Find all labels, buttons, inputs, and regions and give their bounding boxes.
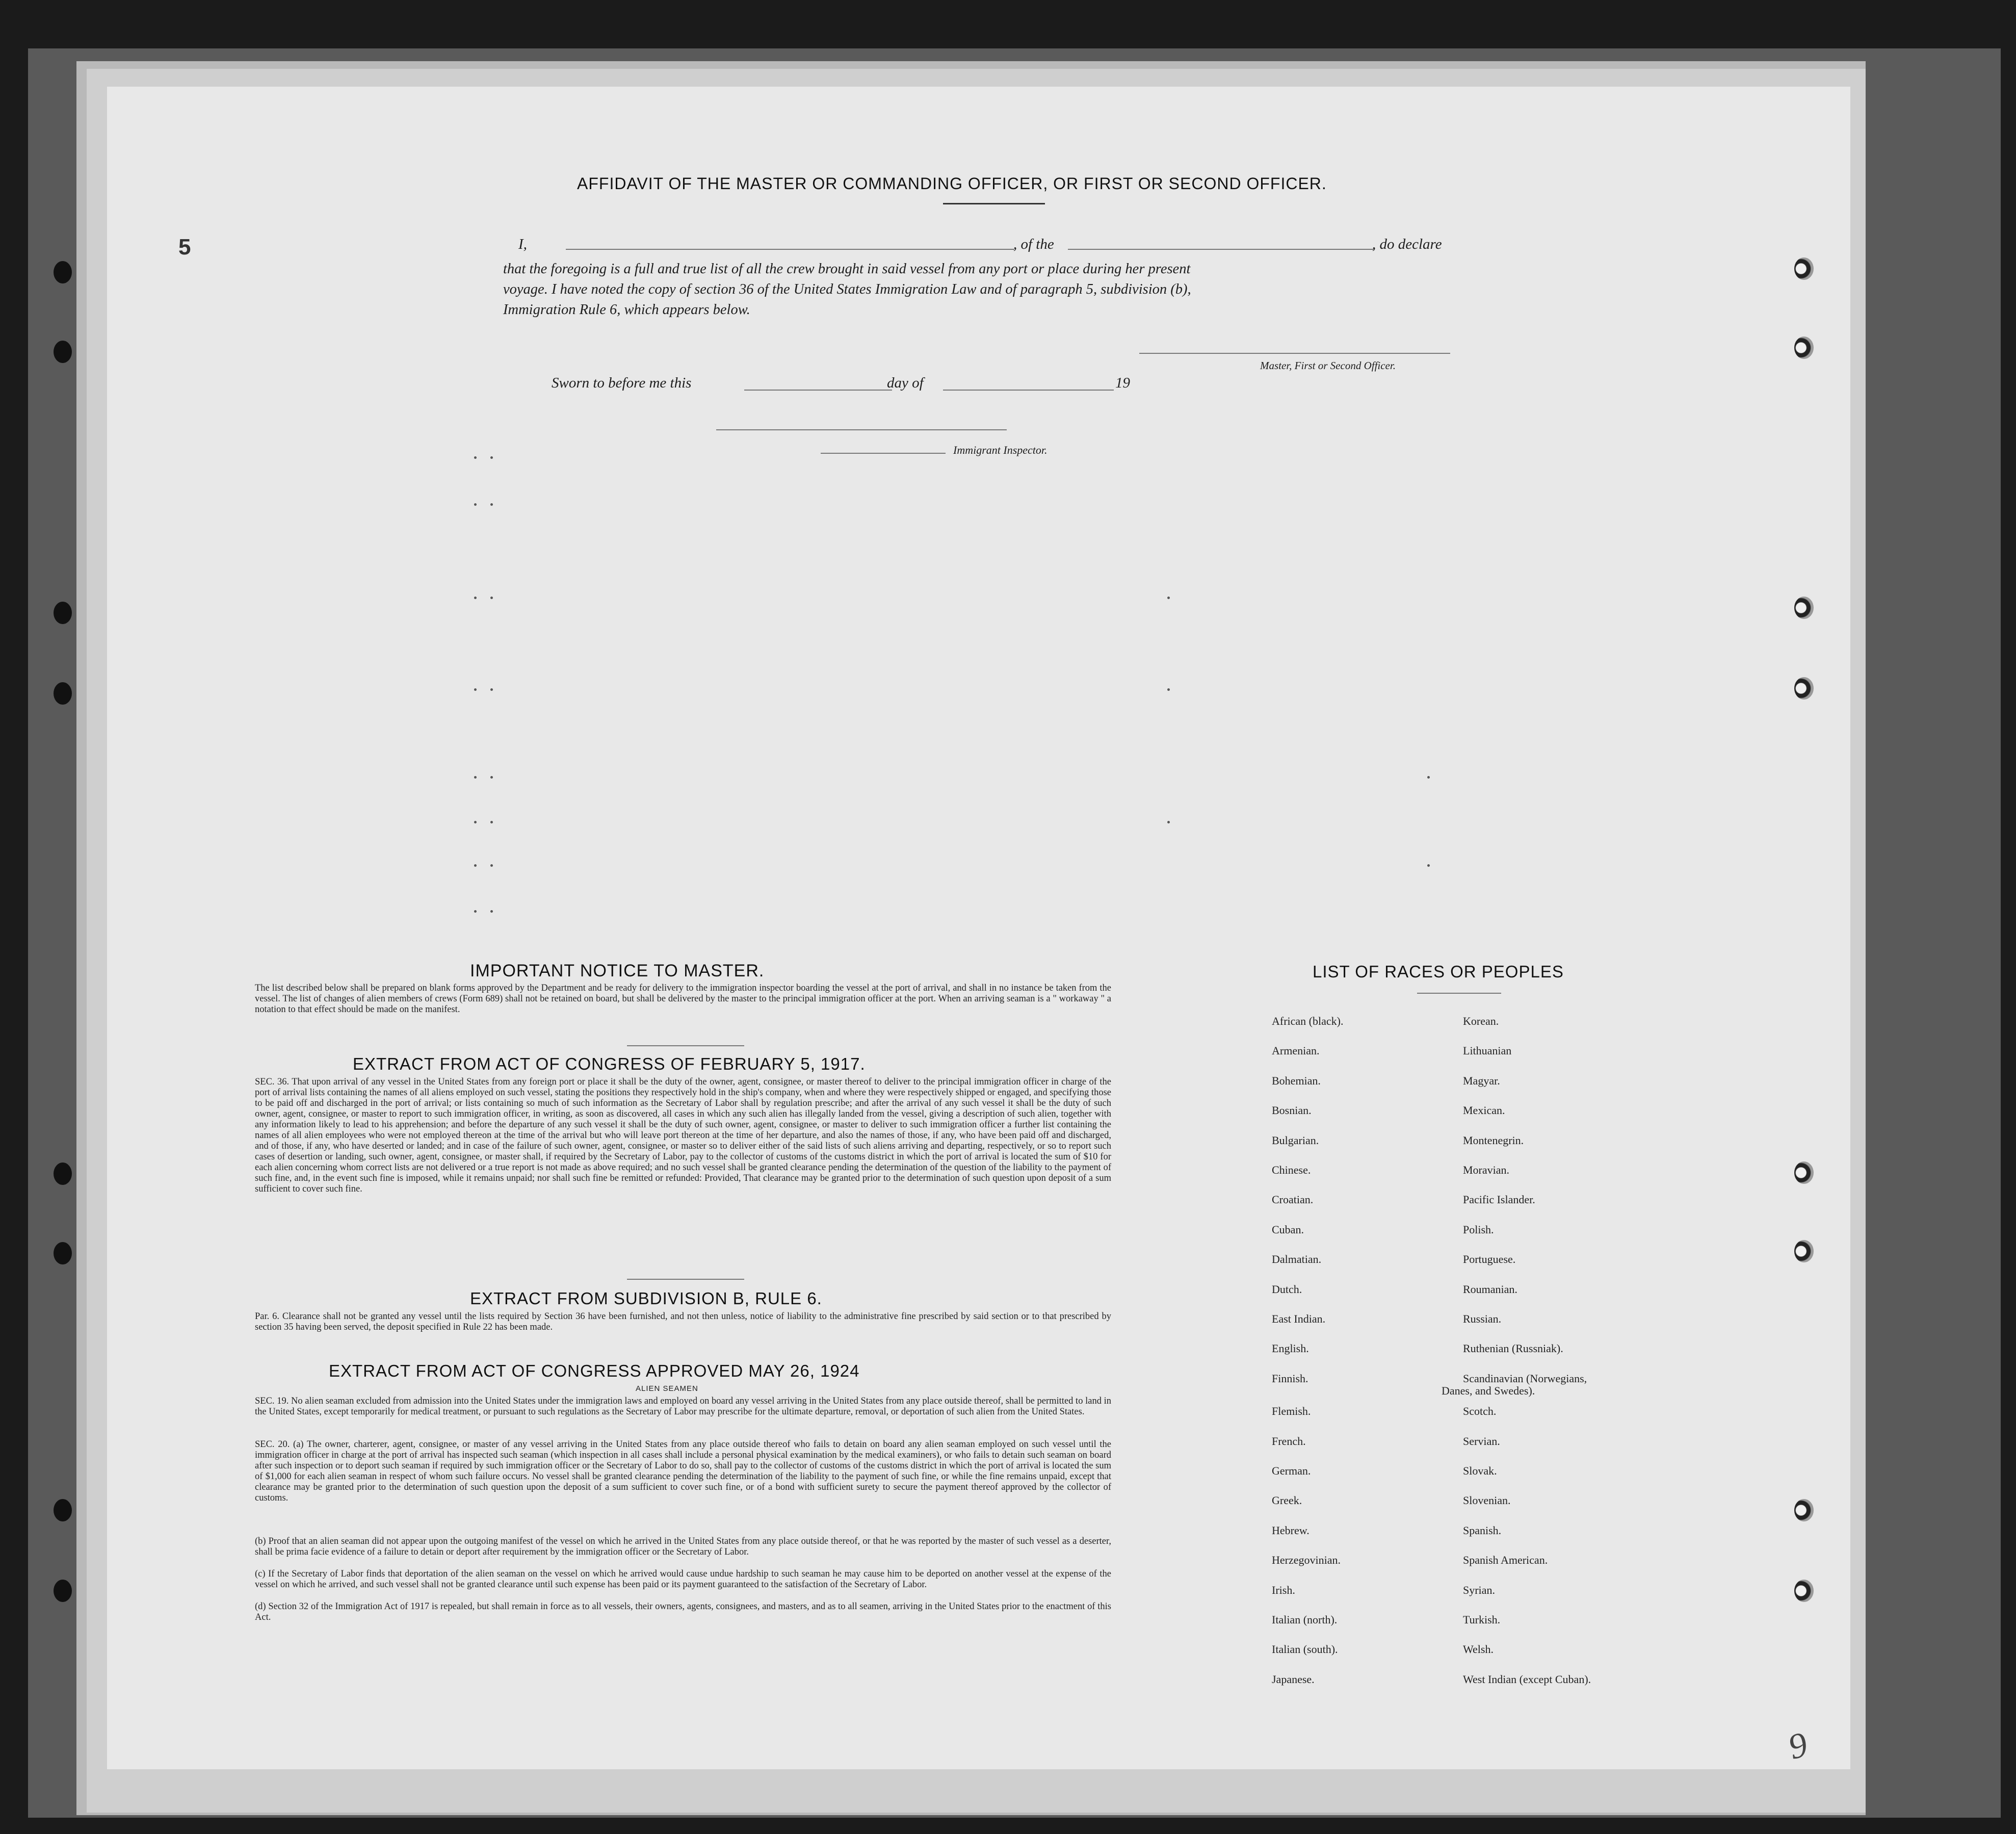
notice-text: The list described below shall be prepared on blank forms approved by the Department and be ready for delivery to the immigration inspector boarding the vessel at the port of arrival, and shall in no instance be taken from the vessel. The list of changes of alien members of crews (Form 689) shall not be retained on board, but shall be delivered by the master to the principal immigration officer at the port. When an arriving seaman is a " workaway " a notation to that effect should be made on the manifest.	[255, 983, 1111, 1015]
binder-hole	[54, 1580, 72, 1602]
sec20a-text: SEC. 20. (a) The owner, charterer, agent, consignee, or master of any vessel arriving in the United States from any place outside thereof who fails to detain on board any alien seaman employed on such vessel until the immigration officer in charge at the port of arrival has inspected such seaman (which inspection in all cases shall include a personal physical examination by the medical examiners), or who fails to detain such seaman on board after such inspection or to deport such seaman if required by such immigration officer or the Secretary of Labor to do so, shall pay to the collector of customs of the customs district in which the port of arrival is located the sum of $1,000 for each alien seaman in respect of whom such failure occurs. No vessel shall be granted clearance pending the determination of the liability to the payment of such fine, or while the fine remains unpaid, except that clearance may be granted prior to the determination of such question upon the deposit of a sum sufficient to cover such fine, or of a bond with sufficient surety to secure the payment thereof approved by the collector of customs.	[255, 1439, 1111, 1503]
race-item: German.	[1272, 1464, 1311, 1477]
affidavit-text-line: Immigration Rule 6, which appears below.	[503, 302, 750, 318]
race-item: Roumanian.	[1463, 1282, 1517, 1296]
race-item: Dalmatian.	[1272, 1253, 1322, 1266]
day-of-text: day of	[887, 375, 924, 391]
ink-speck	[490, 688, 493, 691]
race-item: Hebrew.	[1272, 1523, 1310, 1537]
binder-hole	[54, 602, 72, 624]
ink-speck	[474, 503, 477, 506]
race-item: Turkish.	[1463, 1613, 1501, 1626]
divider	[943, 203, 1045, 204]
ink-speck	[474, 910, 477, 913]
page-hole	[1794, 597, 1814, 619]
race-item: Greek.	[1272, 1494, 1302, 1507]
race-item: Spanish.	[1463, 1523, 1502, 1537]
page-hole	[1794, 1580, 1814, 1602]
race-item: Spanish American.	[1463, 1554, 1548, 1567]
race-item: Pacific Islander.	[1463, 1193, 1535, 1206]
affidavit-i: I,	[518, 236, 527, 252]
race-item: Bohemian.	[1272, 1074, 1321, 1087]
race-item: English.	[1272, 1342, 1309, 1355]
race-item: Bosnian.	[1272, 1104, 1312, 1117]
extract-1917-title: EXTRACT FROM ACT OF CONGRESS OF FEBRUARY 5, 1917.	[353, 1054, 866, 1073]
affidavit-of-the: , of the	[1013, 236, 1054, 252]
binder-hole	[54, 261, 72, 283]
affidavit-title: AFFIDAVIT OF THE MASTER OR COMMANDING OFFICER, OR FIRST OR SECOND OFFICER.	[577, 174, 1327, 193]
race-item: Montenegrin.	[1463, 1133, 1524, 1147]
ink-speck	[474, 821, 477, 823]
affidavit-declare: , do declare	[1372, 236, 1442, 252]
binder-hole	[54, 341, 72, 363]
ink-speck	[474, 688, 477, 691]
ink-speck	[1427, 864, 1430, 867]
binder-hole	[54, 1242, 72, 1264]
blank-line	[716, 429, 1007, 430]
year-text: 19	[1115, 375, 1130, 391]
inspector-label: Immigrant Inspector.	[953, 444, 1048, 456]
divider	[627, 1279, 744, 1280]
extract-1917-text: SEC. 36. That upon arrival of any vessel in the United States from any foreign port or place it shall be the duty of the owner, agent, consignee, or master thereof to deliver to the principal immigration officer in charge of the port of arrival lists containing the names of all aliens employed on such vessel, stating the positions they respectively hold in the ship's company, when and where they were respectively shipped or engaged, and specifying those to be paid off and discharged in the port of arrival; or lists containing so much of such information as the Secretary of Labor shall by regulation prescribe; and after the arrival of any such vessel it shall be the duty of such owner, agent, consignee, or master to report to such immigration officer, in writing, as soon as discovered, all cases in which any such alien has illegally landed from the vessel, giving a description of such alien, together with any information likely to lead to his apprehension; and before the departure of any such vessel it shall be the duty of such owner, agent, consignee, or master to deliver to such immigration officer a further list containing the names of all alien employees who were not employed thereon at the time of the arrival but who will leave port thereon at the time of her departure, and also the names of those, if any, who have been paid off and discharged, and of those, if any, who have deserted or landed; and in case of the failure of such owner, agent, consignee, or master so to deliver either of the said lists of such aliens arriving and departing, respectively, or so to report such cases of desertion or landing, such owner, agent, consignee, or master shall, if required by the Secretary of Labor, pay to the collector of customs of the customs district in which the port of arrival is located the sum of $10 for each alien concerning whom correct lists are not delivered or a true report is not made as above required; and no such vessel shall be granted clearance pending the determination of the question of the liability to the payment of such fine, and, in the event such fine is imposed, while it remains unpaid; nor shall such fine be remitted or refunded: Provided, That clearance may be granted prior to the determination of such question upon deposit of a sum sufficient to cover such fine.	[255, 1077, 1111, 1194]
master-signature-label: Master, First or Second Officer.	[1260, 359, 1396, 372]
race-item: French.	[1272, 1434, 1306, 1448]
page-hole	[1794, 1499, 1814, 1521]
race-item: Finnish.	[1272, 1372, 1308, 1385]
divider	[1417, 993, 1501, 994]
ink-speck	[474, 776, 477, 779]
ink-speck	[474, 597, 477, 599]
race-item: Bulgarian.	[1272, 1133, 1319, 1147]
ink-speck	[490, 776, 493, 779]
race-item: Irish.	[1272, 1583, 1295, 1596]
race-item: Polish.	[1463, 1223, 1494, 1236]
subdivision-text: Par. 6. Clearance shall not be granted any vessel until the lists required by Section 36 have been furnished, and not then unless, notice of liability to the administrative fine prescribed by said section or to that prescribed by section 35 having been served, the deposit specified in Rule 22 has been made.	[255, 1311, 1111, 1332]
page-hole	[1794, 1161, 1814, 1184]
binder-hole	[54, 1499, 72, 1521]
sec20c-text: (c) If the Secretary of Labor finds that deportation of the alien seaman on the vessel on which he arrived would cause undue hardship to such seaman he may cause him to be deported on another vessel at the expense of the vessel on which he arrived, and such vessel shall not be granted clearance until such expense has been paid or its payment guaranteed to the satisfaction of the Secretary of Labor.	[255, 1569, 1111, 1590]
blank-line	[943, 390, 1114, 391]
race-item: Scotch.	[1463, 1405, 1497, 1418]
sworn-text: Sworn to before me this	[552, 375, 692, 391]
race-item: Servian.	[1463, 1434, 1500, 1448]
race-item: Moravian.	[1463, 1164, 1510, 1176]
race-item: Russian.	[1463, 1312, 1502, 1325]
ink-speck	[490, 597, 493, 599]
race-item: Portuguese.	[1463, 1253, 1516, 1266]
ink-speck	[1167, 688, 1170, 691]
ink-speck	[490, 456, 493, 459]
race-item: Flemish.	[1272, 1405, 1311, 1418]
race-item: Lithuanian	[1463, 1044, 1512, 1057]
race-item: Korean.	[1463, 1015, 1499, 1027]
ink-speck	[474, 864, 477, 867]
race-item: Syrian.	[1463, 1583, 1495, 1596]
binder-hole	[54, 682, 72, 705]
subdivision-title: EXTRACT FROM SUBDIVISION B, RULE 6.	[470, 1289, 822, 1308]
race-item: Mexican.	[1463, 1104, 1505, 1117]
affidavit-text-line: that the foregoing is a full and true list of all the crew brought in said vessel from any port or place during her present	[503, 261, 1191, 277]
page-hole	[1794, 677, 1814, 700]
ink-speck	[490, 821, 493, 823]
race-item: Ruthenian (Russniak).	[1463, 1342, 1563, 1355]
ink-speck	[490, 910, 493, 913]
race-item: Welsh.	[1463, 1643, 1494, 1656]
race-item: West Indian (except Cuban).	[1463, 1672, 1591, 1686]
race-item: Croatian.	[1272, 1193, 1314, 1206]
race-item: Slovak.	[1463, 1464, 1497, 1477]
ink-speck	[1167, 597, 1170, 599]
sec20b-text: (b) Proof that an alien seaman did not appear upon the outgoing manifest of the vessel on which he arrived in the United States from any place outside thereof, or that he was reported by the master of such vessel as a deserter, shall be prima facie evidence of a failure to detain or deport after requirement by the immigration officer or the Secretary of Labor.	[255, 1536, 1111, 1557]
page-hole	[1794, 257, 1814, 280]
signature-line	[821, 453, 946, 454]
race-item: Slovenian.	[1463, 1494, 1511, 1507]
ink-speck	[490, 503, 493, 506]
ink-speck	[474, 456, 477, 459]
document-page	[107, 87, 1850, 1769]
race-item: Dutch.	[1272, 1282, 1302, 1296]
binder-hole	[54, 1163, 72, 1185]
blank-line	[566, 249, 1014, 250]
extract-1924-title: EXTRACT FROM ACT OF CONGRESS APPROVED MAY 26, 1924	[329, 1361, 860, 1380]
signature-line	[1139, 353, 1450, 354]
margin-number: 5	[178, 235, 191, 260]
sec19-text: SEC. 19. No alien seaman excluded from admission into the United States under the immigration laws and employed on board any vessel arriving in the United States from any place outside thereof, shall be permitted to land in the United States, except temporarily for medical treatment, or pursuant to such regulations as the Secretary of Labor may prescribe for the ultimate departure, removal, or deportation of such alien from the United States.	[255, 1396, 1111, 1417]
ink-speck	[1167, 821, 1170, 823]
ink-speck	[490, 864, 493, 867]
race-item: Italian (south).	[1272, 1643, 1338, 1656]
divider	[627, 1045, 744, 1046]
page-hole	[1794, 1240, 1814, 1262]
race-item: Magyar.	[1463, 1074, 1500, 1087]
race-item: Armenian.	[1272, 1044, 1320, 1057]
extract-1924-subtitle: ALIEN SEAMEN	[636, 1384, 698, 1393]
blank-line	[744, 390, 892, 391]
race-item: Herzegovinian.	[1272, 1554, 1341, 1567]
race-item: Cuban.	[1272, 1223, 1304, 1236]
ink-speck	[1427, 776, 1430, 779]
races-title: LIST OF RACES OR PEOPLES	[1313, 962, 1564, 981]
race-item: Italian (north).	[1272, 1613, 1338, 1626]
page-hole	[1794, 337, 1814, 359]
sec20d-text: (d) Section 32 of the Immigration Act of 1917 is repealed, but shall remain in force as to all vessels, their owners, agents, consignees, and masters, and as to all seamen, arriving in the United States prior to the enactment of this Act.	[255, 1601, 1111, 1622]
race-item-continued: Danes, and Swedes).	[1442, 1384, 1535, 1397]
notice-title: IMPORTANT NOTICE TO MASTER.	[470, 961, 765, 980]
race-item: East Indian.	[1272, 1312, 1326, 1325]
blank-line	[1068, 249, 1374, 250]
affidavit-text-line: voyage. I have noted the copy of section 36 of the United States Immigration Law and of paragraph 5, subdivision (b),	[503, 281, 1191, 297]
race-item: Scandinavian (Norwegians,	[1463, 1372, 1587, 1385]
race-item: Japanese.	[1272, 1672, 1315, 1686]
race-item: Chinese.	[1272, 1164, 1311, 1176]
race-item: African (black).	[1272, 1015, 1344, 1027]
handwritten-mark: 9	[1784, 1724, 1812, 1768]
